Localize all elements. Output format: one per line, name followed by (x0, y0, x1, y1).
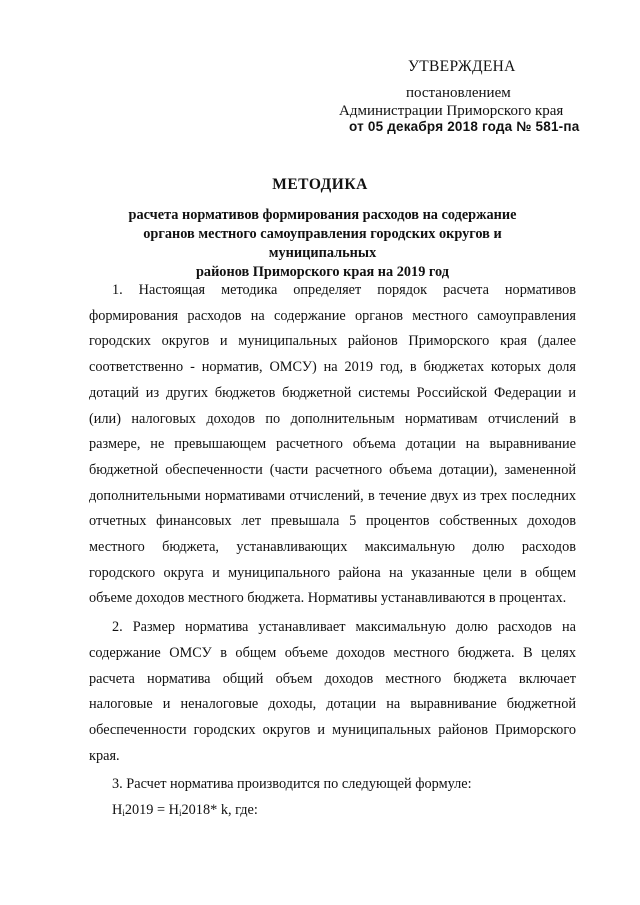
resolution-date-number: от 05 декабря 2018 года № 581-па (349, 119, 580, 134)
formula-rhs-letter: Н (168, 802, 179, 819)
formula-rhs-subscript: i (178, 808, 182, 819)
formula-lhs-letter: Н (112, 802, 123, 819)
formula-lhs-subscript: i (122, 808, 125, 819)
subtitle-line: районов Приморского края на 2019 год (195, 264, 450, 280)
formula-rhs-tail: 2018* k, где: (181, 802, 258, 819)
subtitle-line: органов местного самоуправления городских округов и муниципальных (143, 226, 502, 261)
paragraph-2: 2. Размер норматива устанавливает максимальную долю расходов на содержание ОМСУ в общем объеме доходов местного бюджета. В целях расчета норматива общий объем доходов местного бюджета включает налоговые и неналоговые доходы, дотации на выравнивание бюджетной обеспеченности городских округов и муниципальных районов Приморского края. (89, 619, 576, 764)
formula-lhs-year: 2019 (124, 802, 154, 819)
formula-equals: = (153, 802, 169, 819)
formula (89, 798, 576, 827)
resolution-label: постановлением (406, 85, 511, 101)
document-body (89, 278, 576, 827)
document-subtitle (95, 206, 550, 282)
subtitle-line: расчета нормативов формирования расходов на содержание (128, 207, 517, 223)
paragraph-1: 1. Настоящая методика определяет порядок расчета нормативов формирования расходов на содержание органов местного самоуправления городских округов и муниципальных районов Приморского края (далее соответственно - норматив, ОМСУ) на 2019 год, в бюджетах которых доля дотаций из других бюджетов бюджетной системы Российской Федерации и (или) налоговых доходов по дополнительным нормативам отчислений в размере, не превышающем расчетного объема дотации на выравнивание бюджетной обеспеченности (части расчетного объема дотации), замененной дополнительными нормативами отчислений, в течение двух из трех последних отчетных финансовых лет превышала 5 процентов собственных доходов местного бюджета, устанавливающих максимальную долю расходов городского округа и муниципального района на указанные цели в общем объеме доходов местного бюджета. Нормативы устанавливаются в процентах. (89, 282, 576, 607)
paragraph-3: 3. Расчет норматива производится по следующей формуле: (112, 776, 472, 793)
approved-label: УТВЕРЖДЕНА (408, 58, 516, 75)
administration-label: Администрации Приморского края (339, 103, 564, 119)
document-title: МЕТОДИКА (272, 176, 368, 193)
